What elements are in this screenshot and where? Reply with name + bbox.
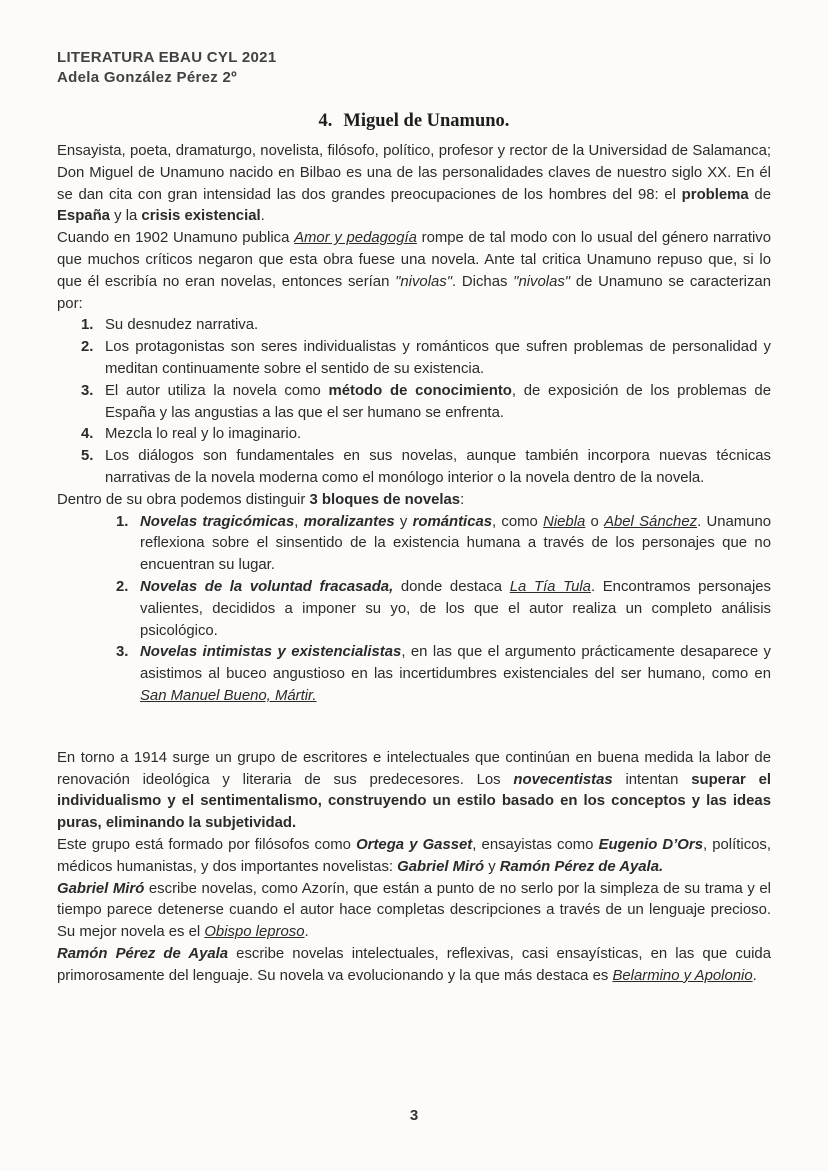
header-course-line: LITERATURA EBAU CYL 2021 <box>57 49 277 66</box>
list-item <box>57 424 771 446</box>
text-run: La Tía Tula <box>509 578 591 595</box>
list-item <box>57 512 771 577</box>
document-body <box>57 141 771 987</box>
text-run: , de exposición de los problemas de España y las angustias a las que el ser humano se enfrenta. <box>105 382 771 421</box>
text-run: En torno a 1914 surge un grupo de escritores e intelectuales que continúan en buena medida la labor de renovación ideológica y literaria de sus predecesores. Los <box>57 749 771 788</box>
text-run: , políticos, médicos humanistas, y dos importantes novelistas: <box>57 836 772 875</box>
text-run: España <box>57 208 110 225</box>
text-run: , ensayistas como <box>472 836 599 853</box>
text-run: Abel Sánchez <box>604 513 698 530</box>
list-item <box>57 577 771 642</box>
text-run: escribe novelas intelectuales, reflexivas, casi ensayísticas, en las que cuida primorosamente del lenguaje. Su novela va evolucionando y la que más destaca es <box>57 945 771 984</box>
text-run: moralizantes <box>303 513 395 530</box>
text-run: , <box>294 513 304 530</box>
text-run: , en las que el argumento prácticamente desaparece y asistimos al buceo angustioso en las incertidumbres existenciales del ser humano, como en <box>140 644 771 683</box>
text-run: problema <box>681 186 749 203</box>
text-run: novecentistas <box>513 771 613 788</box>
text-run: Obispo leproso <box>204 924 305 941</box>
page-title <box>57 111 771 132</box>
list-item <box>57 381 771 425</box>
text-run: Belarmino y Apolonio <box>612 967 753 984</box>
text-run: Ramón Pérez de Ayala. <box>499 858 664 875</box>
text-run: Dentro de su obra podemos distinguir <box>57 491 310 508</box>
text-run: . Encontramos personajes valientes, decididos a imponer su yo, de los que el autor realiza un completo análisis psicológico. <box>140 578 771 639</box>
list-item <box>57 337 771 381</box>
text-run: Este grupo está formado por filósofos como <box>57 836 357 853</box>
text-run: . Unamuno reflexiona sobre el sinsentido de la existencia humana a través de los personajes que no encuentran su lugar. <box>140 513 772 574</box>
paragraph <box>57 879 771 944</box>
text-run: superar el individualismo y el sentimentalismo, construyendo un estilo basado en los conceptos y las ideas puras, eliminando la subjetividad. <box>57 771 772 832</box>
text-run: Mezcla lo real y lo imaginario. <box>105 426 302 443</box>
list-item-number: 3. <box>116 644 129 661</box>
text-run: Amor y pedagogía <box>294 230 417 247</box>
title-number: 4. <box>318 111 333 131</box>
text-run: y <box>394 513 413 530</box>
text-run: rompe de tal modo con lo usual del género narrativo que muchos críticos negaron que esta obra fuese una novela. Ante tal critica Unamuno repuso que, si lo que él escribía no eran novelas, entonces serían <box>57 230 771 290</box>
text-run: Ramón Pérez de Ayala <box>57 945 229 962</box>
text-run: escribe novelas, como Azorín, que están a punto de no serlo por la simpleza de su trama y el tiempo parece detenerse cuando el autor hace completas descripciones a través de un lenguaje precioso. Su mejor novela es el <box>57 880 771 941</box>
vertical-spacer <box>57 708 771 748</box>
text-run: . <box>752 967 757 984</box>
text-run: Su desnudez narrativa. <box>105 317 259 334</box>
list-item-number: 1. <box>116 513 129 530</box>
text-run: "nivolas" <box>395 273 453 290</box>
text-run: El autor utiliza la novela como <box>105 382 329 399</box>
list-item-number: 4. <box>81 426 94 443</box>
title-text: Miguel de Unamuno. <box>343 111 510 131</box>
text-run: o <box>585 513 605 530</box>
text-run: donde destaca <box>393 578 510 595</box>
text-run: crisis existencial <box>141 208 261 225</box>
text-run: . Dichas <box>452 273 514 290</box>
text-run: Cuando en 1902 Unamuno publica <box>57 230 295 247</box>
text-run: Ensayista, poeta, dramaturgo, novelista, filósofo, político, profesor y rector de la Universidad de Salamanca; Don Miguel de Unamuno nacido en Bilbao es una de las personalidades claves de nuestro siglo XX. En él se dan cita con gran intensidad las dos grandes preocupaciones de los hombres del 98: el <box>57 143 771 203</box>
text-run: Gabriel Miró <box>57 880 145 897</box>
text-run: . <box>260 208 265 225</box>
paragraph <box>57 944 771 988</box>
text-run: 3 bloques de novelas <box>309 491 461 508</box>
paragraph <box>57 835 771 879</box>
text-run: Novelas intimistas y existencialistas <box>140 644 402 661</box>
text-run: Niebla <box>543 513 586 530</box>
header-author-line: Adela González Pérez 2º <box>57 69 237 86</box>
document-header <box>57 48 771 88</box>
text-run: Gabriel Miró <box>397 858 485 875</box>
text-run: y la <box>109 208 142 225</box>
list-item <box>57 446 771 490</box>
text-run: Novelas tragicómicas <box>140 513 295 530</box>
text-run: intentan <box>612 771 692 788</box>
page-number: 3 <box>409 1107 419 1124</box>
text-run: Los diálogos son fundamentales en sus novelas, aunque también incorpora nuevas técnicas narrativas de la novela moderna como el monólogo interior o la novela dentro de la novela. <box>105 448 771 486</box>
paragraph <box>57 748 771 835</box>
text-run: . <box>304 924 309 941</box>
text-run: de <box>748 186 771 203</box>
list-item-number: 2. <box>116 578 129 595</box>
text-run: San Manuel Bueno, Mártir. <box>140 687 317 704</box>
text-run: Novelas de la voluntad fracasada, <box>140 578 394 595</box>
text-run: "nivolas" <box>513 273 571 290</box>
text-run: : <box>460 491 465 508</box>
paragraph <box>57 490 771 512</box>
text-run: método de conocimiento <box>328 382 512 399</box>
list-item <box>57 642 771 707</box>
list-item <box>57 315 771 337</box>
list-item-number: 1. <box>81 317 94 334</box>
text-run: románticas <box>412 513 493 530</box>
text-run: Los protagonistas son seres individualistas y románticos que sufren problemas de personalidad y meditan continuamente sobre el sentido de su existencia. <box>105 339 771 377</box>
list-item-number: 5. <box>81 448 94 465</box>
text-run: y <box>484 858 500 875</box>
list-item-number: 2. <box>81 339 94 356</box>
list-item-number: 3. <box>81 382 94 399</box>
paragraph <box>57 228 771 315</box>
page-content <box>57 48 771 987</box>
text-run: , como <box>492 513 544 530</box>
paragraph <box>57 141 771 228</box>
text-run: Ortega y Gasset <box>356 836 473 853</box>
text-run: de Unamuno se caracterizan por: <box>57 273 771 312</box>
text-run: Eugenio D’Ors <box>598 836 703 853</box>
